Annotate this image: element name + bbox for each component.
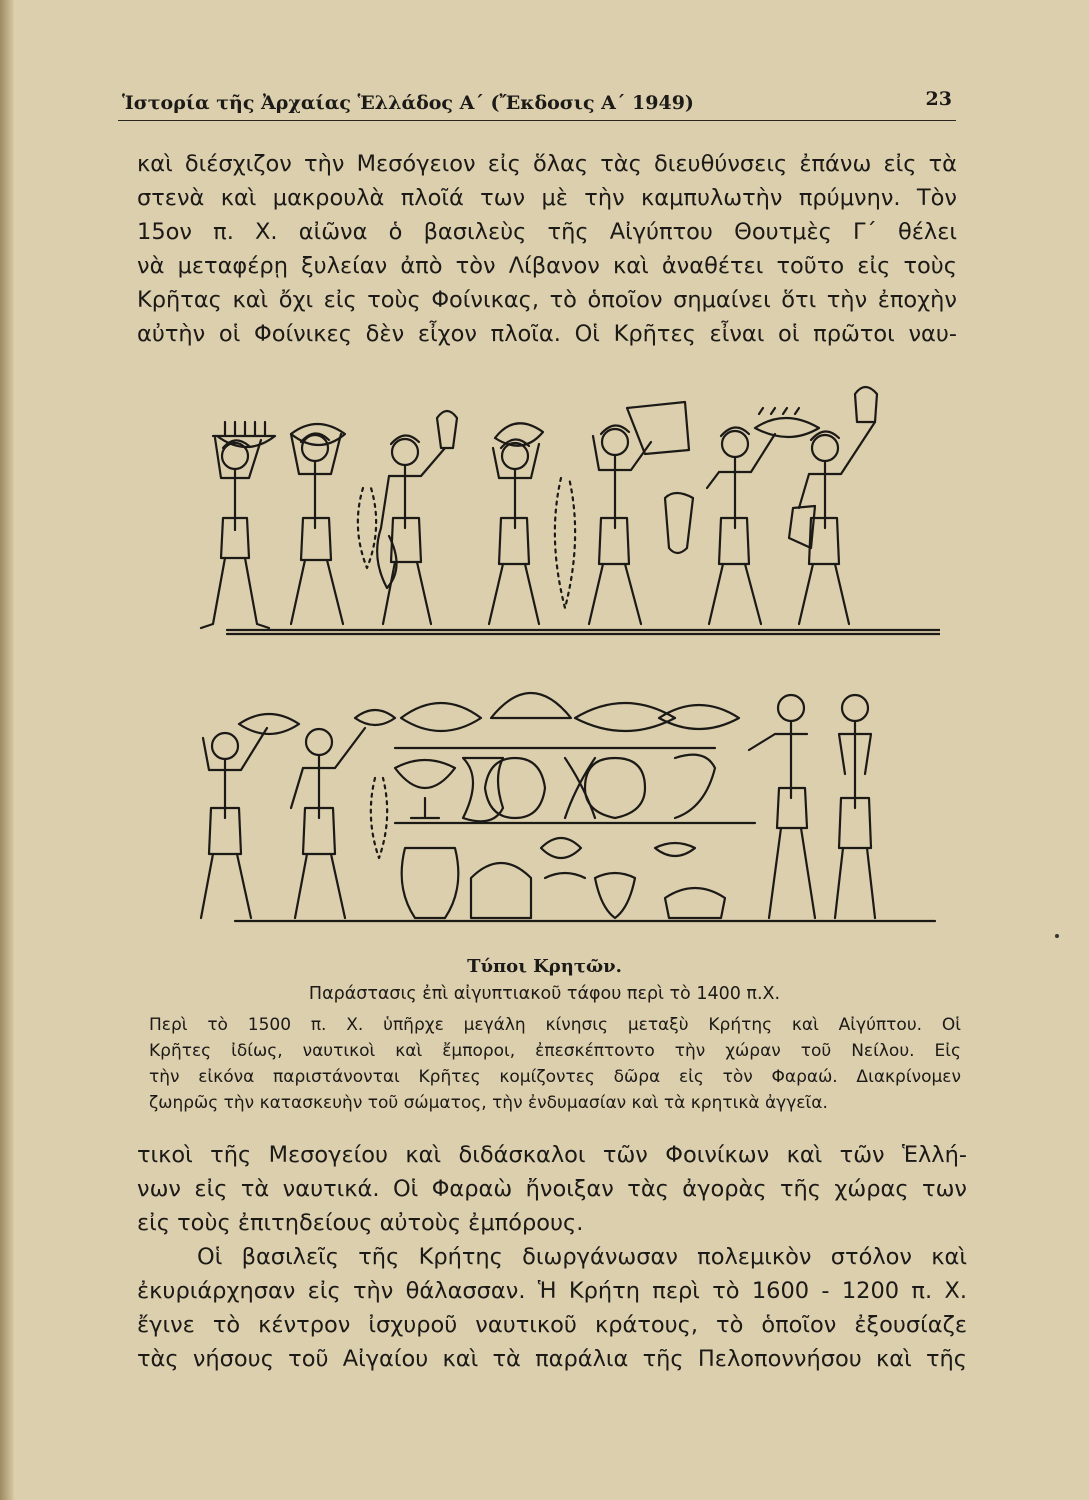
text-line: 15ον π. Χ. αἰῶνα ὁ βασιλεὺς τῆς Αἰγύπτου Θουτμὲς Γ΄ θέλει — [137, 219, 957, 245]
caption-line: Περὶ τὸ 1500 π. Χ. ὑπῆρχε μεγάλη κίνησις μεταξὺ Κρήτης καὶ Αἰγύπτου. Οἱ — [149, 1015, 961, 1035]
figure-caption-subtitle: Παράστασις ἐπὶ αἰγυπτιακοῦ τάφου περὶ τὸ 1400 π.Χ. — [308, 984, 781, 1004]
figure-caption-text — [149, 1012, 961, 1116]
text-line: Οἱ βασιλεῖς τῆς Κρήτης διωργάνωσαν πολεμικὸν στόλον καὶ — [197, 1244, 967, 1270]
paragraph-1 — [137, 147, 957, 351]
caption-line: τὴν εἰκόνα παριστάνονται Κρῆτες κομίζοντες δῶρα εἰς τὸν Φαραώ. Διακρίνομεν — [149, 1067, 961, 1087]
page-number: 23 — [925, 88, 952, 110]
text-line: στενὰ καὶ μακρουλὰ πλοῖά των μὲ τὴν καμπυλωτὴν πρύμνην. Τὸν — [137, 185, 957, 211]
caption-line: ζωηρῶς τὴν κατασκευὴν τοῦ σώματος, τὴν ἐνδυμασίαν καὶ τὰ κρητικὰ ἀγγεῖα. — [149, 1093, 828, 1113]
text-line: τικοὶ τῆς Μεσογείου καὶ διδάσκαλοι τῶν Φοινίκων καὶ τῶν Ἑλλή- — [137, 1142, 967, 1168]
text-line: καὶ διέσχιζον τὴν Μεσόγειον εἰς ὅλας τὰς διευθύνσεις ἐπάνω εἰς τὰ — [137, 151, 957, 177]
upper-register-figures — [201, 387, 877, 628]
text-line: εἰς τοὺς ἐπιτηδείους αὐτοὺς ἐμπόρους. — [137, 1210, 584, 1236]
text-line: ἐκυριάρχησαν εἰς τὴν θάλασσαν. Ἡ Κρήτη περὶ τὸ 1600 - 1200 π. Χ. — [137, 1278, 967, 1304]
running-title: Ἱστορία τῆς Ἀρχαίας Ἑλλάδος Α΄ (Ἔκδοσις Α΄ 1949) — [122, 92, 694, 114]
text-line: Κρῆτας καὶ ὄχι εἰς τοὺς Φοίνικας, τὸ ὁποῖον σημαίνει ὅτι τὴν ἐποχὴν — [137, 287, 957, 313]
paragraph-2 — [137, 1138, 967, 1240]
text-line: νων εἰς τὰ ναυτικά. Οἱ Φαραὼ ἤνοιξαν τὰς ἀγορὰς τῆς χώρας των — [137, 1176, 967, 1202]
text-line: αὐτὴν οἱ Φοίνικες δὲν εἶχον πλοῖα. Οἱ Κρῆτες εἶναι οἱ πρῶτοι ναυ- — [137, 321, 957, 347]
page-edge-shadow — [0, 0, 14, 1500]
page-header — [118, 86, 956, 121]
lower-register-vessels — [395, 693, 739, 918]
text-line: τὰς νήσους τοῦ Αἰγαίου καὶ τὰ παράλια τῆς Πελοποννήσου καὶ τῆς — [137, 1346, 967, 1372]
text-line: νὰ μεταφέρῃ ξυλείαν ἀπὸ τὸν Λίβανον καὶ ἀναθέτει τοῦτο εἰς τοὺς — [137, 253, 957, 279]
egyptian-tomb-illustration — [195, 378, 940, 948]
tomb-painting-drawing — [195, 378, 940, 948]
ink-mark — [1055, 934, 1059, 938]
paragraph-3 — [137, 1240, 967, 1376]
text-line: ἔγινε τὸ κέντρον ἰσχυροῦ ναυτικοῦ κράτους, τὸ ὁποῖον ἐξουσίαζε — [137, 1312, 967, 1338]
figure-caption-title: Τύποι Κρητῶν. — [467, 956, 622, 977]
caption-line: Κρῆτες ἰδίως, ναυτικοὶ καὶ ἔμποροι, ἐπεσκέπτοντο τὴν χώραν τοῦ Νείλου. Εἰς — [149, 1041, 961, 1061]
